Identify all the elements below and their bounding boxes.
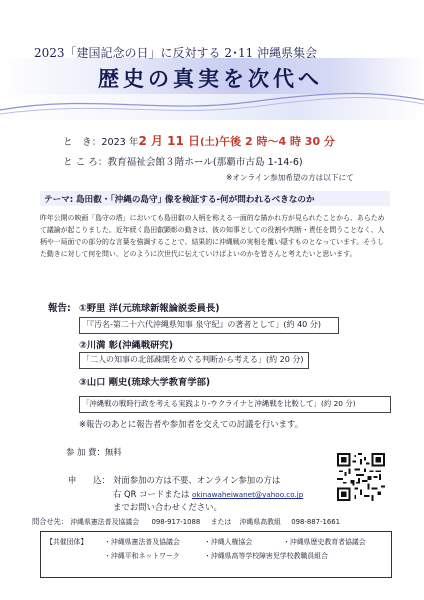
event-title: 歴史の真実を次代へ [98,66,323,91]
reports-label: 報告: [48,303,71,314]
theme-label: テーマ: [44,195,74,205]
cosponsor-item: ・沖縄県憲法普及協議会 [104,538,180,546]
cosponsor-item: ・沖縄平和ネットワーク [104,552,180,560]
date-row [63,130,335,149]
report-3-topic: 「沖縄戦の戦時行政を考える実践より-ウクライナと沖縄戦を比較して」(約 20 分) [82,399,356,408]
contact-label: 問合せ先： [32,517,68,526]
online-note: ※オンライン参加希望の方は以下にて [226,173,354,182]
contact-tel-1[interactable]: 098-917-1088 [151,518,201,526]
report-3-speaker: ③山口 剛史(琉球大学教育学部) [79,377,211,388]
report-2-speaker: ②川満 彰(沖縄戦研究) [79,340,173,351]
cosponsor-item: ・沖縄県高等学校障害児学校教職員組合 [204,552,329,560]
date-weekday: (土) [200,137,220,148]
theme-text: 島田叡・｢沖縄の島守｣ 像を検証する-何が問われるべきなのか [75,195,315,205]
theme-row [44,193,315,205]
apply-line-1: 対面参加の方は不要、オンライン参加の方は [113,475,281,485]
contact-org-2: 沖縄県高教組 [239,518,281,526]
contact-tel-2[interactable]: 098-887-1661 [291,518,341,526]
report-1-topic-text: 『汚名-第二十六代沖縄県知事 泉守紀』の著者として」(約 40 分) [90,320,321,329]
intro-paragraph: 昨年公開の映画「島守の塔」においても島田叡の人柄を称える一面的な描かれ方が見られたことから、あらためて議論が起こりました。近年続く島田叡顕彰の動きは、彼の知事としての役割や判断・責任を問うことなく、人柄や一局面での部分的な言葉を強調することで、結果的に沖縄戦の実相を覆い隠すものとなっています。そうした動きに対して何を問い、どのように次世代に伝えていけばよいのかを皆さんと考えたいと思います。 [40,214,385,258]
fee-value: 無料 [104,447,122,457]
report-1-topic [82,319,321,330]
contact-row [32,516,340,527]
date-label: と き： [63,137,102,148]
reports-note: ※報告のあとに報告者や参加者を交えての討議を行います。 [79,419,304,429]
place-label: と こ ろ： [63,157,108,168]
contact-or: または [210,518,232,526]
cosponsors-label: 【共催団体】 [46,538,88,546]
place-row [63,150,303,169]
apply-line-3: までお問い合わせください。 [113,502,222,512]
fee-label: 参 加 費： [66,447,105,457]
place-value: 教育福祉会館３階ホール(那覇市古島 1-14-6) [107,157,303,168]
report-2-topic: 「二人の知事の北部疎開をめぐる判断から考える」(約 20 分) [82,355,304,364]
report-1-topic-open: 「 [82,320,90,329]
qr-code[interactable] [337,453,385,501]
date-month-day: 2 月 11 日 [138,134,201,148]
apply-line-2 [113,488,303,500]
event-subtitle: 2023「建国記念の日」に反対する 2･11 沖縄県集会 [34,46,318,60]
fee-row [66,446,122,458]
date-year: 2023 年 [101,137,139,148]
contact-email-link[interactable]: okinawaheiwanet@yahoo.co.jp [192,490,304,499]
report-1-speaker: ①野里 洋(元琉球新報論説委員長) [79,303,220,314]
apply-line-2-prefix: 右 QR コードまたは [113,489,190,499]
contact-org-1: 沖縄県憲法普及協議会 [70,518,140,526]
cosponsor-item: ・沖縄県歴史教育者協議会 [283,538,366,546]
date-time: 午後 2 時〜4 時 30 分 [219,135,335,148]
cosponsor-item: ・沖縄人権協会 [204,538,253,546]
apply-label: 申 込： [68,475,110,485]
